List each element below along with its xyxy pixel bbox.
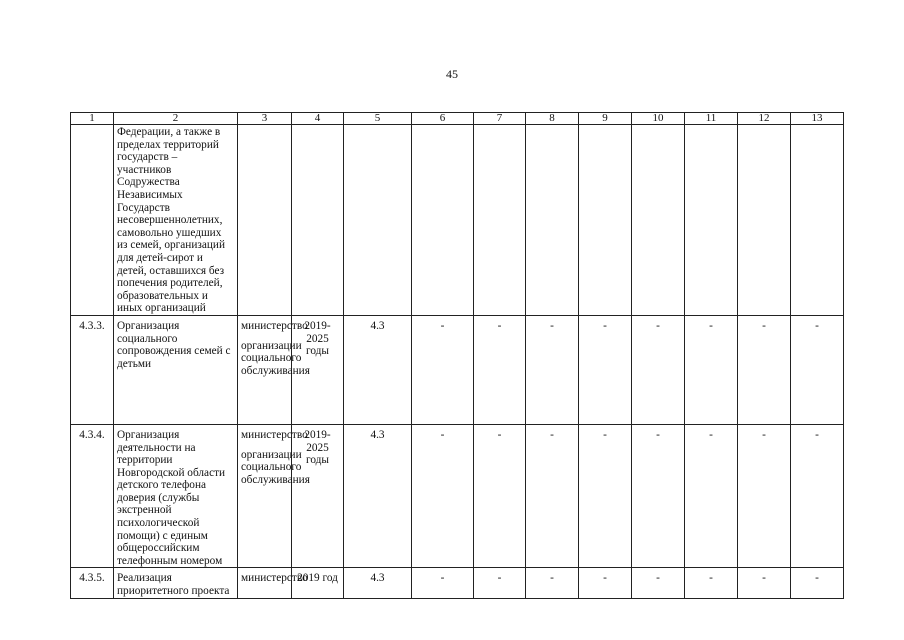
column-number: 3 (238, 113, 292, 125)
column-number: 11 (685, 113, 738, 125)
cell-empty (412, 125, 474, 316)
dash-cell: - (474, 568, 526, 599)
page-number: 45 (446, 67, 458, 81)
cell-empty (344, 125, 412, 316)
table-row (71, 315, 844, 424)
cell-empty (738, 125, 791, 316)
executor-organizations: организации социального обслуживания (241, 339, 310, 377)
dash-cell: - (685, 424, 738, 568)
dash-cell: - (526, 315, 579, 424)
column-number: 13 (791, 113, 844, 125)
dash-cell: - (632, 315, 685, 424)
cell-empty (292, 125, 344, 316)
column-number: 5 (344, 113, 412, 125)
dash-cell: - (579, 315, 632, 424)
dash-cell: - (526, 568, 579, 599)
dash-cell: - (474, 315, 526, 424)
cell-empty (238, 125, 292, 316)
dash-cell: - (738, 568, 791, 599)
item-name: Организация деятельности на территории Новгородской области детского телефона доверия (службы экстренной психологической помощи) с единым общероссийским телефонным номером (114, 424, 238, 568)
item-number: 4.3.5. (71, 568, 114, 599)
dash-cell: - (685, 315, 738, 424)
item-name: Организация социального сопровождения семей с детьми (114, 315, 238, 424)
item-name: Реализация приоритетного проекта (114, 568, 238, 599)
target-indicator: 4.3 (344, 568, 412, 599)
cell-empty (71, 125, 114, 316)
continuation-text: Федерации, а также в пределах территорий государств – участников Содружества Независимых Государств несовершеннолетних, самовольно ушедших из семей, организаций для детей-сирот и детей, оставшихся без попечения родителей, образовательных и иных организаций (114, 125, 238, 316)
column-number: 12 (738, 113, 791, 125)
dash-cell: - (791, 568, 844, 599)
executor-ministry: министерство (241, 319, 308, 332)
column-number: 10 (632, 113, 685, 125)
executor-ministry: министерство (241, 572, 308, 585)
table-row (71, 424, 844, 568)
target-indicator: 4.3 (344, 424, 412, 568)
period: 2019-2025 годы (292, 315, 344, 424)
table-row (71, 568, 844, 599)
item-number: 4.3.4. (71, 424, 114, 568)
table-header-row (71, 113, 844, 125)
dash-cell: - (412, 424, 474, 568)
target-indicator: 4.3 (344, 315, 412, 424)
cell-empty (791, 125, 844, 316)
dash-cell: - (738, 315, 791, 424)
executor-cell (238, 424, 310, 568)
executor-cell (238, 315, 310, 424)
dash-cell: - (632, 568, 685, 599)
cell-empty (579, 125, 632, 316)
dash-cell: - (412, 568, 474, 599)
column-number: 4 (292, 113, 344, 125)
dash-cell: - (791, 315, 844, 424)
column-number: 2 (114, 113, 238, 125)
column-number: 9 (579, 113, 632, 125)
period: 2019 год (292, 568, 344, 599)
table-row (71, 125, 844, 316)
cell-empty (474, 125, 526, 316)
column-number: 7 (474, 113, 526, 125)
dash-cell: - (738, 424, 791, 568)
column-number: 6 (412, 113, 474, 125)
cell-empty (632, 125, 685, 316)
dash-cell: - (685, 568, 738, 599)
dash-cell: - (632, 424, 685, 568)
dash-cell: - (791, 424, 844, 568)
dash-cell: - (579, 568, 632, 599)
item-number: 4.3.3. (71, 315, 114, 424)
dash-cell: - (474, 424, 526, 568)
dash-cell: - (412, 315, 474, 424)
cell-empty (685, 125, 738, 316)
dash-cell: - (579, 424, 632, 568)
dash-cell: - (526, 424, 579, 568)
cell-empty (526, 125, 579, 316)
executor-ministry: министерство (241, 428, 308, 441)
executor-cell (238, 568, 308, 599)
column-number: 8 (526, 113, 579, 125)
program-table (70, 112, 844, 599)
period: 2019-2025 годы (292, 424, 344, 568)
executor-organizations: организации социального обслуживания (241, 448, 310, 486)
column-number: 1 (71, 113, 114, 125)
